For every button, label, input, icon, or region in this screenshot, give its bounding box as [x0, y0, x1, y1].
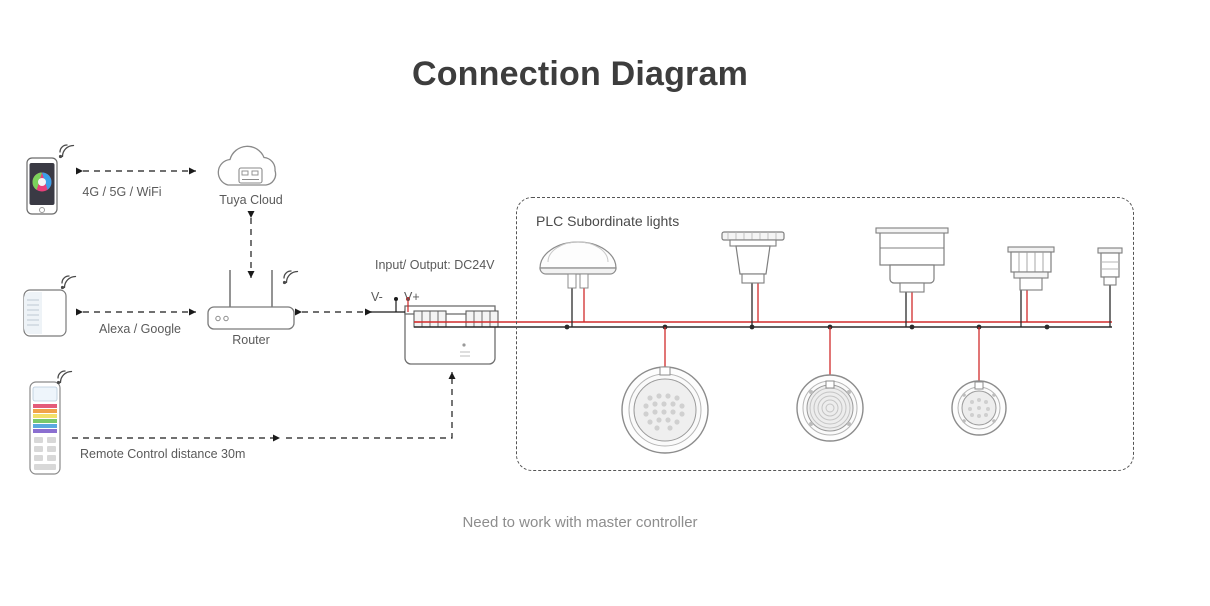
voice-assistant-label: Alexa / Google: [99, 322, 181, 336]
wifi-signal-icon: [59, 145, 74, 158]
wifi-signal-icon: [61, 276, 76, 289]
page-title: Connection Diagram: [411, 55, 749, 93]
network-label: 4G / 5G / WiFi: [82, 185, 162, 199]
plc-zone-box: [516, 197, 1134, 471]
controller-icon: [405, 306, 498, 364]
remote-link-path: [72, 372, 452, 438]
router-icon: [208, 270, 298, 329]
smartphone-icon: [27, 145, 74, 214]
remote-distance-label: Remote Control distance 30m: [80, 447, 246, 461]
remote-control-icon: [30, 371, 72, 474]
footnote-text: Need to work with master controller: [462, 514, 698, 531]
cloud-icon: [218, 146, 275, 185]
router-label: Router: [232, 333, 270, 347]
wifi-signal-icon: [283, 271, 298, 284]
plc-zone-label: PLC Subordinate lights: [536, 213, 680, 229]
wifi-signal-icon: [57, 371, 72, 384]
v-minus-label: V-: [371, 290, 383, 304]
smart-speaker-icon: [24, 276, 76, 336]
v-plus-label: V+: [404, 290, 420, 304]
cloud-label: Tuya Cloud: [219, 193, 283, 207]
io-spec-label: Input/ Output: DC24V: [375, 258, 495, 272]
